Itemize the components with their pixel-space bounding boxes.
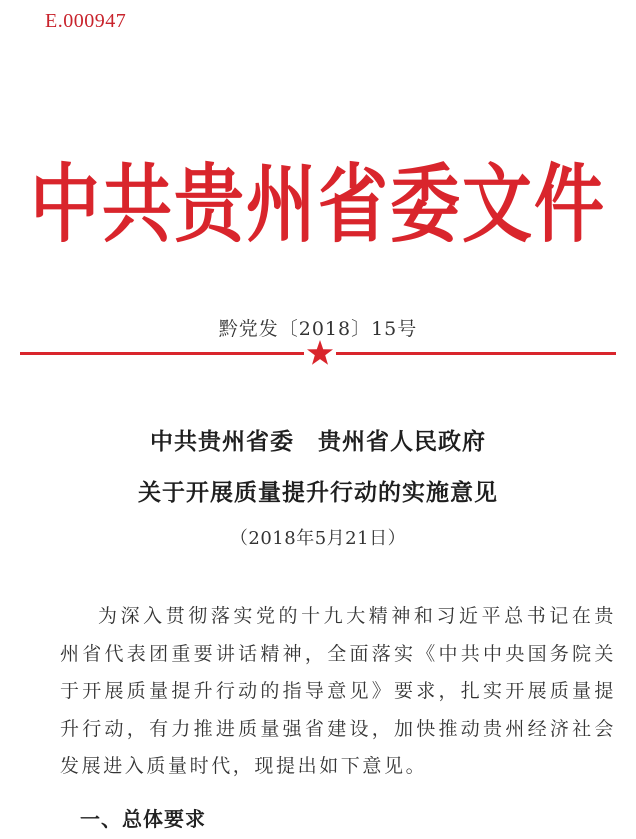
document-title-line-2: 关于开展质量提升行动的实施意见 (138, 479, 498, 506)
document-number: 黔党发〔2018〕15号 (218, 318, 418, 340)
document-title-line-1: 中共贵州省委 贵州省人民政府 (150, 428, 486, 455)
masthead-title: 中共贵州省委文件 (30, 154, 606, 255)
body-paragraph: 为深入贯彻落实党的十九大精神和习近平总书记在贵州省代表团重要讲话精神，全面落实《中共中央国务院关于开展质量提升行动的指导意见》要求，扎实开展质量提升行动，有力推进质量强省建设，加快推动贵州经济社会发展进入质量时代，现提出如下意见。 (60, 605, 616, 777)
red-separator-line-right (336, 352, 616, 355)
section-heading: 一、总体要求 (80, 807, 206, 831)
document-id-code: E.000947 (45, 10, 127, 32)
document-date: （2018年5月21日） (229, 528, 407, 549)
red-separator-line-left (20, 352, 304, 355)
star-icon (305, 338, 335, 368)
